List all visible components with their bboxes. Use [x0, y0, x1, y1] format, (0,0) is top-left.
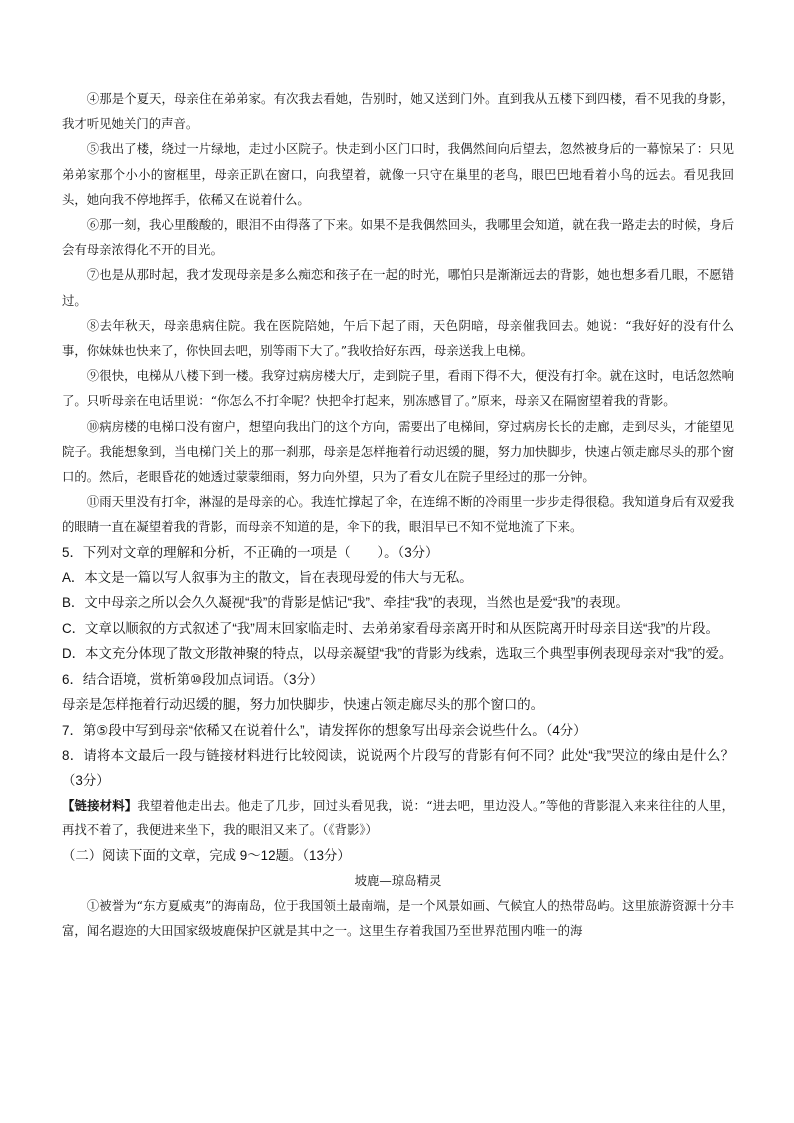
paragraph-4: ④那是个夏天，母亲住在弟弟家。有次我去看她，告别时，她又送到门外。直到我从五楼下到四楼，看不见我的身影，我才听见她关门的声音。: [62, 91, 734, 132]
document-content: [62, 86, 734, 944]
article-paragraph-1: ①被誉为“东方夏威夷”的海南岛，位于我国领土最南端，是一个风景如画、气候宜人的热带岛屿。这里旅游资源十分丰富，闻名遐迩的大田国家级坡鹿保护区就是其中之一。这里生存着我国乃至世界范围内唯一的海: [62, 898, 734, 939]
article-title: 坡鹿—琼岛精灵: [354, 873, 442, 889]
option-a: A．本文是一篇以写人叙事为主的散文，旨在表现母爱的伟大与无私。: [62, 570, 473, 586]
paragraph-11: ⑪雨天里没有打伞，淋湿的是母亲的心。我连忙撑起了伞，在连绵不断的冷雨里一步步走得很稳。我知道身后有双爱我的眼睛一直在凝望着我的背影，而母亲不知道的是，伞下的我，眼泪早已不知不觉地流了下来。: [62, 494, 734, 535]
paragraph-6: ⑥那一刻，我心里酸酸的，眼泪不由得落了下来。如果不是我偶然回头，我哪里会知道，就在我一路走去的时候，身后会有母亲浓得化不开的目光。: [62, 217, 734, 258]
paragraph-9: ⑨很快，电梯从八楼下到一楼。我穿过病房楼大厅，走到院子里，看雨下得不大，便没有打伞。就在这时，电话忽然响了。只听母亲在电话里说：“你怎么不打伞呢？快把伞打起来，别冻感冒了。”原来，母亲又在隔窗望着我的背影。: [62, 368, 734, 409]
paragraph-5: ⑤我出了楼，绕过一片绿地，走过小区院子。快走到小区门口时，我偶然间向后望去，忽然被身后的一幕惊呆了：只见弟弟家那个小小的窗框里，母亲正趴在窗口，向我望着，就像一只守在巢里的老鸟，眼巴巴地看着小鸟的远去。看见我回头，她向我不停地挥手，依稀又在说着什么。: [62, 141, 734, 207]
paragraph-7: ⑦也是从那时起，我才发现母亲是多么痴恋和孩子在一起的时光，哪怕只是渐渐远去的背影，她也想多看几眼，不愿错过。: [62, 267, 734, 308]
option-c: C．文章以顺叙的方式叙述了“我”周末回家临走时、去弟弟家看母亲离开时和从医院离开时母亲目送“我”的片段。: [62, 620, 719, 636]
link-material-text: 我望着他走出去。他走了几步，回过头看见我，说：“进去吧，里边没人。”等他的背影混入来来往往的人里，再找不着了，我便进来坐下，我的眼泪又来了。（《背影》）: [62, 797, 735, 838]
link-material-tag: 【链接材料】: [62, 798, 138, 813]
question-8: 8．请将本文最后一段与链接材料进行比较阅读，说说两个片段写的背影有何不同？此处“我”哭泣的缘由是什么？（3分）: [62, 747, 734, 789]
link-material: [62, 794, 734, 843]
question-7: 7．第⑤段中写到母亲“依稀又在说着什么”，请发挥你的想象写出母亲会说些什么。（4分）: [62, 722, 587, 738]
paragraph-10: ⑩病房楼的电梯口没有窗户，想望向我出门的这个方向，需要出了电梯间，穿过病房长长的走廊，走到尽头，才能望见院子。我能想象到，当电梯门关上的那一刹那，母亲是怎样拖着行动迟缓的腿，努力加快脚步，快速占领走廊尽头的那个窗口的。然后，老眼昏花的她透过蒙蒙细雨，努力向外望，只为了看女儿在院子里经过的那一分钟。: [62, 418, 734, 485]
section-heading: （二）阅读下面的文章，完成 9～12题。（13分）: [62, 847, 351, 863]
option-b: B．文中母亲之所以会久久凝视“我”的背影是惦记“我”、牵挂“我”的表现，当然也是爱“我”的表现。: [62, 595, 629, 611]
question-6-quote: 母亲是怎样拖着行动迟缓的腿，努力加快脚步，快速占领走廊尽头的那个窗口的。: [62, 697, 545, 713]
question-6: 6．结合语境，赏析第⑩段加点词语。（3分）: [62, 671, 324, 687]
question-5: 5．下列对文章的理解和分析，不正确的一项是（ ）。（3分）: [62, 544, 439, 560]
option-d: D．本文充分体现了散文形散神聚的特点，以母亲凝望“我”的背影为线索，选取三个典型事例表现母亲对“我”的爱。: [62, 646, 733, 662]
paragraph-8: ⑧去年秋天，母亲患病住院。我在医院陪她，午后下起了雨，天色阴暗，母亲催我回去。她说：“我好好的没有什么事，你妹妹也快来了，你快回去吧，别等雨下大了。”我收拾好东西，母亲送我上电梯。: [62, 317, 734, 359]
